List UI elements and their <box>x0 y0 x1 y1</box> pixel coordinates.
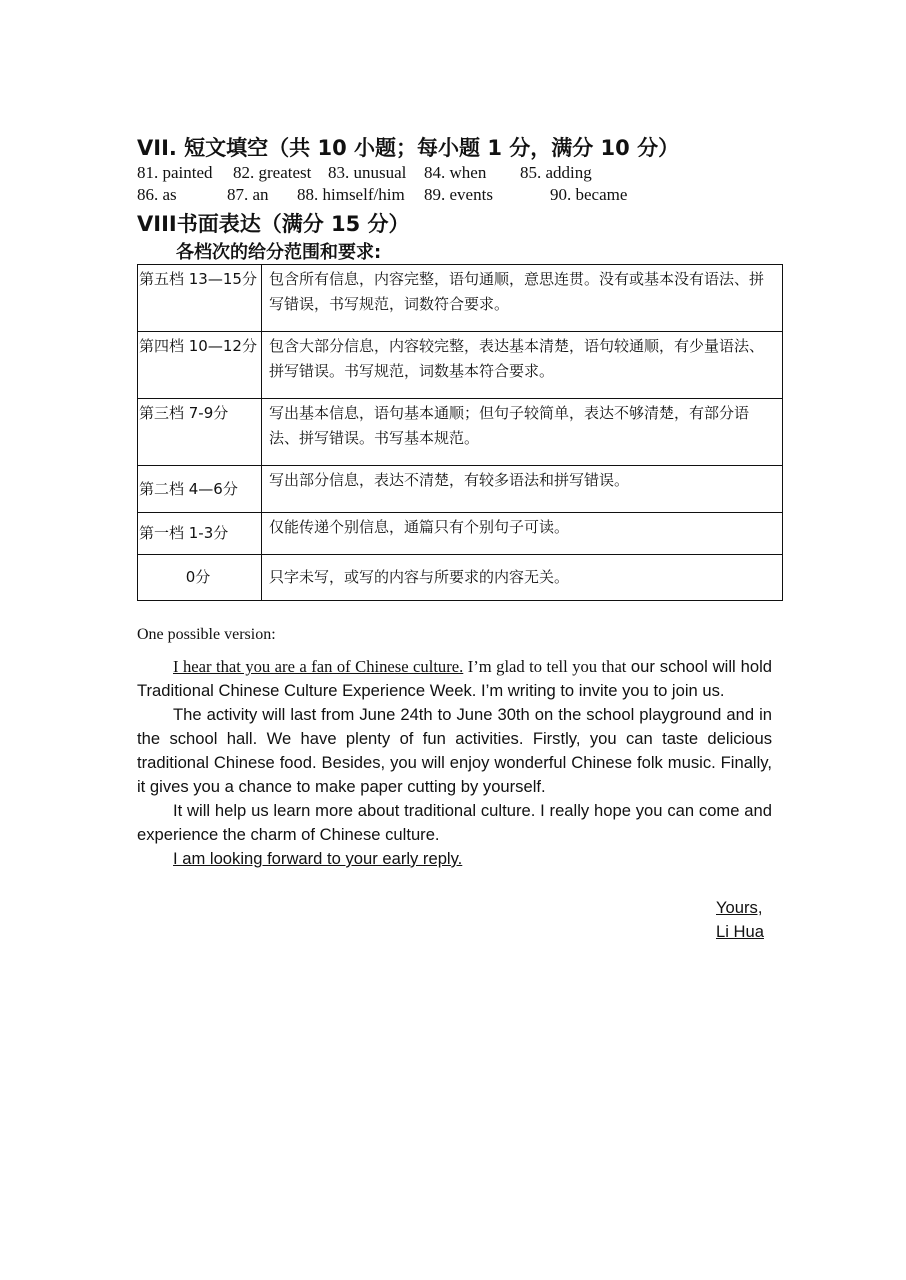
essay-opening-sentence: I hear that you are a fan of Chinese culture. <box>173 657 464 676</box>
section7-title: VII. 短文填空（共 10 小题；每小题 1 分，满分 10 分） <box>137 136 680 160</box>
essay-paragraph-2: The activity will last from June 24th to June 30th on the school playground and in the school hall. We have plenty of fun activities. Firstly, you can taste delicious traditional Chinese food. Besides, you will enjoy wonderful Chinese folk music. Finally, it gives you a chance to make paper cutting by yourself. <box>137 705 772 796</box>
essay-closing: Yours, <box>716 898 763 917</box>
rubric-level: 第二档 4—6分 <box>138 466 262 513</box>
sample-essay <box>137 655 772 871</box>
answer-85: 85. adding <box>520 163 592 182</box>
answer-90: 90. became <box>550 185 628 204</box>
section7-answers <box>137 162 777 206</box>
answer-81: 81. painted <box>137 163 213 182</box>
rubric-row <box>138 466 783 513</box>
essay-paragraph-1 <box>137 655 772 703</box>
answer-82: 82. greatest <box>233 163 312 182</box>
answer-87: 87. an <box>227 185 269 204</box>
essay-paragraph-3: It will help us learn more about traditional culture. I really hope you can come and experience the charm of Chinese culture. <box>137 801 772 844</box>
essay-closing-sentence: I am looking forward to your early reply. <box>173 849 463 868</box>
rubric-description: 只字未写，或写的内容与所要求的内容无关。 <box>262 555 783 601</box>
rubric-level: 第一档 1-3分 <box>138 513 262 555</box>
rubric-description: 包含大部分信息，内容较完整，表达基本清楚，语句较通顺，有少量语法、拼写错误。书写规范，词数基本符合要求。 <box>262 332 783 399</box>
answer-89: 89. events <box>424 185 493 204</box>
essay-intro: One possible version: <box>137 626 276 643</box>
rubric-row <box>138 332 783 399</box>
essay-author-name: Li Hua <box>716 922 764 941</box>
rubric-level: 第三档 7-9分 <box>138 399 262 466</box>
rubric-level: 0分 <box>138 555 262 601</box>
rubric-row <box>138 555 783 601</box>
rubric-row <box>138 265 783 332</box>
essay-signature <box>716 896 764 944</box>
answer-86: 86. as <box>137 185 177 204</box>
rubric-row <box>138 399 783 466</box>
scoring-rubric-table <box>137 264 783 601</box>
rubric-description: 写出部分信息，表达不清楚，有较多语法和拼写错误。 <box>262 466 783 513</box>
essay-p1-rest: our school will hold Traditional Chinese Culture Experience Week. I’m writing to invite you to join us. <box>137 657 773 700</box>
essay-p1-serif: I’m glad to tell you that <box>463 657 631 676</box>
rubric-description: 写出基本信息，语句基本通顺；但句子较简单，表达不够清楚，有部分语法、拼写错误。书写基本规范。 <box>262 399 783 466</box>
rubric-description: 仅能传递个别信息，通篇只有个别句子可读。 <box>262 513 783 555</box>
essay-paragraph-4 <box>137 847 772 871</box>
rubric-level: 第五档 13—15分 <box>138 265 262 332</box>
answer-83: 83. unusual <box>328 163 407 182</box>
answer-row-1 <box>137 162 777 184</box>
rubric-description: 包含所有信息，内容完整，语句通顺，意思连贯。没有或基本没有语法、拼写错误，书写规范，词数符合要求。 <box>262 265 783 332</box>
answer-row-2 <box>137 184 777 206</box>
answer-88: 88. himself/him <box>297 185 405 204</box>
rubric-level: 第四档 10—12分 <box>138 332 262 399</box>
section8-title: VIII书面表达（满分 15 分） <box>137 212 410 236</box>
answer-84: 84. when <box>424 163 487 182</box>
rubric-row <box>138 513 783 555</box>
section8-subtitle: 各档次的给分范围和要求: <box>176 242 382 263</box>
